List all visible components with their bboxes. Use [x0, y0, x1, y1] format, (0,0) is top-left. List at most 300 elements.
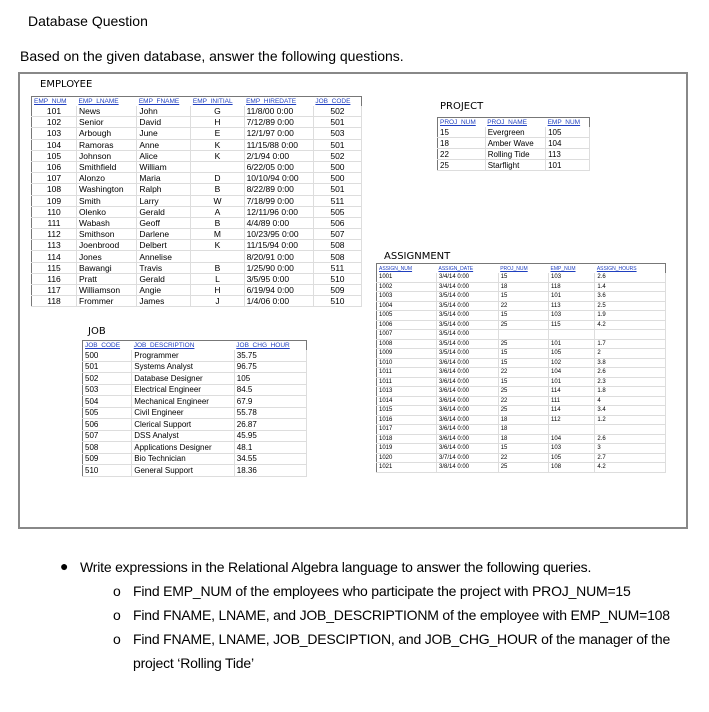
table-cell: 7/18/99 0:00: [244, 195, 313, 206]
table-cell: 114: [32, 251, 77, 262]
column-header: JOB_DESCRIPTION: [133, 342, 195, 349]
table-cell: 116: [32, 273, 77, 284]
table-cell: Civil Engineer: [132, 407, 235, 419]
header-row: [83, 341, 307, 351]
table-cell: 8/22/89 0:00: [244, 184, 313, 195]
table-cell: [498, 330, 548, 340]
table-cell: Smithson: [77, 229, 137, 240]
table-cell: 15: [498, 444, 548, 454]
table-cell: 1001: [377, 273, 437, 282]
header-row: [377, 264, 666, 274]
table-cell: 507: [83, 430, 132, 442]
column-header: JOB_CODE: [315, 98, 351, 105]
table-cell: 105: [234, 373, 306, 385]
table-cell: 3.6: [595, 292, 666, 302]
table-cell: W: [191, 195, 244, 206]
table-cell: A: [191, 206, 244, 217]
table-cell: 1006: [377, 320, 437, 330]
table-cell: Amber Wave: [485, 138, 545, 149]
table-cell: James: [137, 296, 191, 307]
table-cell: 105: [549, 349, 595, 359]
table-cell: News: [77, 106, 137, 117]
table-cell: K: [191, 150, 244, 161]
table-cell: 109: [32, 195, 77, 206]
table-cell: 1.2: [595, 415, 666, 425]
column-header: EMP_INITIAL: [192, 98, 233, 105]
table-cell: 18: [438, 138, 486, 149]
table-cell: 111: [549, 396, 595, 406]
table-cell: 1002: [377, 282, 437, 292]
table-cell: [549, 425, 595, 435]
table-cell: 18: [498, 434, 548, 444]
table-cell: 3.4: [595, 406, 666, 416]
table-cell: 105: [549, 453, 595, 463]
table-cell: 104: [32, 139, 77, 150]
table-cell: 508: [83, 442, 132, 454]
table-row: [83, 442, 307, 454]
column-header: JOB_CHG_HOUR: [236, 342, 290, 349]
question-3: Find FNAME, LNAME, JOB_DESCIPTION, and JOB_CHG_HOUR of the manager of the project ‘Rolling Tide’: [133, 631, 671, 671]
table-cell: Clerical Support: [132, 419, 235, 431]
table-cell: Rolling Tide: [485, 149, 545, 160]
table-cell: 508: [313, 240, 361, 251]
table-cell: 15: [498, 377, 548, 387]
table-row: [83, 453, 307, 465]
table-row: [377, 349, 666, 359]
table-cell: 15: [438, 127, 486, 138]
table-cell: Applications Designer: [132, 442, 235, 454]
table-cell: David: [137, 117, 191, 128]
table-row: [32, 106, 362, 117]
table-cell: Database Designer: [132, 373, 235, 385]
table-cell: 101: [549, 292, 595, 302]
table-cell: 509: [313, 285, 361, 296]
table-cell: 1013: [377, 387, 437, 397]
table-row: [377, 358, 666, 368]
column-header: PROJ_NAME: [487, 119, 527, 126]
table-cell: [595, 330, 666, 340]
sub-bullet-icon: o: [113, 607, 121, 623]
table-cell: 18: [498, 282, 548, 292]
table-cell: 3/6/14 0:00: [436, 396, 498, 406]
table-cell: 15: [498, 311, 548, 321]
table-cell: 1021: [377, 463, 437, 473]
table-cell: H: [191, 285, 244, 296]
table-cell: Electrical Engineer: [132, 384, 235, 396]
table-cell: B: [191, 262, 244, 273]
table-cell: 502: [313, 106, 361, 117]
table-cell: 118: [32, 296, 77, 307]
table-cell: Evergreen: [485, 127, 545, 138]
table-cell: 509: [83, 453, 132, 465]
table-cell: 117: [32, 285, 77, 296]
table-row: [438, 138, 590, 149]
table-cell: 105: [32, 150, 77, 161]
table-cell: 112: [549, 415, 595, 425]
table-cell: 503: [313, 128, 361, 139]
table-cell: 3/5/14 0:00: [436, 301, 498, 311]
table-row: [377, 425, 666, 435]
table-cell: K: [191, 139, 244, 150]
table-cell: 3/5/14 0:00: [436, 339, 498, 349]
column-header: ASSIGN_HOURS: [596, 265, 637, 272]
table-cell: 15: [498, 349, 548, 359]
table-row: [377, 453, 666, 463]
table-cell: H: [191, 117, 244, 128]
table-cell: Alice: [137, 150, 191, 161]
table-cell: 506: [313, 217, 361, 228]
table-cell: Darlene: [137, 229, 191, 240]
table-row: [32, 195, 362, 206]
table-cell: E: [191, 128, 244, 139]
table-cell: 1011: [377, 368, 437, 378]
table-cell: 510: [83, 465, 132, 477]
table-cell: Anne: [137, 139, 191, 150]
column-header: EMP_NUM: [550, 265, 576, 272]
table-cell: 22: [438, 149, 486, 160]
header-row: [32, 97, 362, 107]
table-cell: 506: [83, 419, 132, 431]
question-main: Write expressions in the Relational Algebra language to answer the following queries.: [80, 559, 592, 575]
table-cell: 113: [32, 240, 77, 251]
table-cell: 510: [313, 296, 361, 307]
table-cell: John: [137, 106, 191, 117]
table-row: [377, 387, 666, 397]
table-cell: 1010: [377, 358, 437, 368]
table-cell: Wabash: [77, 217, 137, 228]
assignment-title: ASSIGNMENT: [384, 251, 451, 262]
table-cell: 22: [498, 396, 548, 406]
table-row: [377, 406, 666, 416]
table-cell: 3/8/14 0:00: [436, 463, 498, 473]
table-cell: 1/25/90 0:00: [244, 262, 313, 273]
table-row: [83, 465, 307, 477]
table-cell: 22: [498, 301, 548, 311]
table-cell: 102: [549, 358, 595, 368]
table-cell: Ramoras: [77, 139, 137, 150]
job-title: JOB: [88, 326, 106, 337]
table-cell: 3/5/14 0:00: [436, 292, 498, 302]
page-title: Database Question: [28, 13, 148, 29]
table-cell: 104: [546, 138, 590, 149]
project-table: [437, 117, 590, 171]
table-cell: 115: [32, 262, 77, 273]
table-cell: [549, 330, 595, 340]
table-cell: 101: [546, 160, 590, 171]
table-cell: 107: [32, 173, 77, 184]
table-cell: 2: [595, 349, 666, 359]
table-cell: 2.6: [595, 434, 666, 444]
table-cell: 103: [549, 444, 595, 454]
table-cell: M: [191, 229, 244, 240]
table-cell: 3/4/14 0:00: [436, 273, 498, 282]
table-row: [377, 320, 666, 330]
table-cell: 103: [549, 273, 595, 282]
table-cell: General Support: [132, 465, 235, 477]
table-cell: 2.7: [595, 453, 666, 463]
table-cell: 25: [498, 320, 548, 330]
table-row: [32, 296, 362, 307]
column-header: EMP_NUM: [547, 119, 581, 126]
table-cell: 501: [313, 184, 361, 195]
table-row: [377, 396, 666, 406]
assignment-table: [376, 263, 666, 473]
table-cell: Bio Technician: [132, 453, 235, 465]
table-cell: 8/20/91 0:00: [244, 251, 313, 262]
table-cell: 508: [313, 251, 361, 262]
table-cell: Pratt: [77, 273, 137, 284]
job-table: [82, 340, 307, 477]
table-row: [377, 368, 666, 378]
table-cell: Washington: [77, 184, 137, 195]
table-cell: 3/6/14 0:00: [436, 377, 498, 387]
table-cell: 1020: [377, 453, 437, 463]
table-row: [377, 377, 666, 387]
table-row: [83, 419, 307, 431]
table-cell: [595, 425, 666, 435]
table-cell: 501: [313, 139, 361, 150]
table-row: [377, 273, 666, 282]
table-cell: 505: [83, 407, 132, 419]
table-cell: 2/1/94 0:00: [244, 150, 313, 161]
table-cell: 3/6/14 0:00: [436, 434, 498, 444]
table-cell: 103: [549, 311, 595, 321]
table-cell: 114: [549, 406, 595, 416]
table-cell: 501: [83, 361, 132, 373]
table-cell: 118: [549, 282, 595, 292]
table-cell: 106: [32, 161, 77, 172]
table-cell: Travis: [137, 262, 191, 273]
table-row: [32, 273, 362, 284]
table-cell: 113: [546, 149, 590, 160]
table-cell: 6/22/05 0:00: [244, 161, 313, 172]
table-row: [32, 150, 362, 161]
table-cell: 7/12/89 0:00: [244, 117, 313, 128]
table-cell: 11/15/88 0:00: [244, 139, 313, 150]
column-header: EMP_FNAME: [138, 98, 180, 105]
table-cell: Geoff: [137, 217, 191, 228]
table-row: [32, 139, 362, 150]
column-header: EMP_LNAME: [78, 98, 119, 105]
table-cell: 3/5/95 0:00: [244, 273, 313, 284]
table-cell: Smithfield: [77, 161, 137, 172]
table-cell: 507: [313, 229, 361, 240]
table-cell: 1.4: [595, 282, 666, 292]
table-cell: 1008: [377, 339, 437, 349]
table-row: [83, 407, 307, 419]
project-title: PROJECT: [440, 101, 484, 112]
table-row: [377, 444, 666, 454]
table-cell: 26.87: [234, 419, 306, 431]
table-cell: 3/7/14 0:00: [436, 453, 498, 463]
table-cell: K: [191, 240, 244, 251]
table-cell: 3/4/14 0:00: [436, 282, 498, 292]
table-cell: L: [191, 273, 244, 284]
table-cell: 101: [549, 377, 595, 387]
table-cell: Programmer: [132, 350, 235, 361]
table-cell: 10/23/95 0:00: [244, 229, 313, 240]
table-row: [377, 330, 666, 340]
table-cell: 1011: [377, 377, 437, 387]
table-cell: Maria: [137, 173, 191, 184]
intro-text: Based on the given database, answer the following questions.: [20, 48, 404, 64]
table-cell: Starflight: [485, 160, 545, 171]
table-row: [83, 350, 307, 361]
table-row: [32, 262, 362, 273]
table-row: [32, 206, 362, 217]
table-cell: 114: [549, 387, 595, 397]
table-cell: 4: [595, 396, 666, 406]
header-row: [438, 118, 590, 128]
table-row: [32, 229, 362, 240]
table-cell: 1017: [377, 425, 437, 435]
table-row: [377, 339, 666, 349]
table-cell: 96.75: [234, 361, 306, 373]
table-cell: 6/19/94 0:00: [244, 285, 313, 296]
sub-bullet-icon: o: [113, 631, 121, 647]
table-cell: Frommer: [77, 296, 137, 307]
table-row: [32, 117, 362, 128]
table-cell: 115: [549, 320, 595, 330]
table-cell: 503: [83, 384, 132, 396]
table-cell: Ralph: [137, 184, 191, 195]
table-row: [83, 384, 307, 396]
table-row: [83, 430, 307, 442]
table-cell: William: [137, 161, 191, 172]
table-row: [32, 128, 362, 139]
table-cell: 1004: [377, 301, 437, 311]
table-cell: Gerald: [137, 273, 191, 284]
table-cell: 18.36: [234, 465, 306, 477]
table-cell: G: [191, 106, 244, 117]
table-row: [377, 301, 666, 311]
table-cell: 45.95: [234, 430, 306, 442]
table-cell: 510: [313, 273, 361, 284]
table-cell: Olenko: [77, 206, 137, 217]
column-header: PROJ_NUM: [500, 265, 528, 272]
table-cell: Senior: [77, 117, 137, 128]
table-row: [377, 434, 666, 444]
table-cell: 11/15/94 0:00: [244, 240, 313, 251]
table-row: [377, 311, 666, 321]
table-row: [83, 373, 307, 385]
table-cell: 502: [83, 373, 132, 385]
table-cell: 505: [313, 206, 361, 217]
table-cell: 511: [313, 262, 361, 273]
table-cell: 1.9: [595, 311, 666, 321]
table-cell: Joenbrood: [77, 240, 137, 251]
table-cell: 4.2: [595, 463, 666, 473]
table-cell: 3/6/14 0:00: [436, 415, 498, 425]
table-cell: 108: [32, 184, 77, 195]
table-cell: 25: [498, 339, 548, 349]
table-cell: Smith: [77, 195, 137, 206]
table-row: [377, 463, 666, 473]
table-row: [32, 173, 362, 184]
table-cell: 3/6/14 0:00: [436, 368, 498, 378]
table-cell: 105: [546, 127, 590, 138]
table-cell: 2.6: [595, 368, 666, 378]
table-cell: Bawangi: [77, 262, 137, 273]
table-cell: Angie: [137, 285, 191, 296]
table-cell: 1019: [377, 444, 437, 454]
table-cell: 3: [595, 444, 666, 454]
table-cell: 22: [498, 368, 548, 378]
table-cell: 3.8: [595, 358, 666, 368]
table-cell: Jones: [77, 251, 137, 262]
table-cell: D: [191, 173, 244, 184]
table-cell: 500: [313, 161, 361, 172]
table-cell: 11/8/00 0:00: [244, 106, 313, 117]
table-cell: B: [191, 184, 244, 195]
table-cell: 3/5/14 0:00: [436, 320, 498, 330]
table-row: [32, 184, 362, 195]
table-row: [32, 251, 362, 262]
table-cell: 48.1: [234, 442, 306, 454]
table-cell: 502: [313, 150, 361, 161]
table-cell: 111: [32, 217, 77, 228]
table-cell: 67.9: [234, 396, 306, 408]
table-cell: Annelise: [137, 251, 191, 262]
table-cell: 1015: [377, 406, 437, 416]
column-header: PROJ_NUM: [440, 119, 476, 126]
table-cell: Alonzo: [77, 173, 137, 184]
table-cell: 3/6/14 0:00: [436, 358, 498, 368]
table-cell: 500: [83, 350, 132, 361]
table-row: [377, 415, 666, 425]
table-cell: 3/5/14 0:00: [436, 311, 498, 321]
question-1: Find EMP_NUM of the employees who participate the project with PROJ_NUM=15: [133, 583, 631, 599]
table-row: [438, 127, 590, 138]
table-cell: Gerald: [137, 206, 191, 217]
table-cell: 2.5: [595, 301, 666, 311]
table-cell: 504: [83, 396, 132, 408]
table-cell: 3/5/14 0:00: [436, 349, 498, 359]
table-cell: 4.2: [595, 320, 666, 330]
column-header: EMP_HIREDATE: [246, 98, 297, 105]
table-cell: 55.78: [234, 407, 306, 419]
table-cell: 1.7: [595, 339, 666, 349]
table-cell: June: [137, 128, 191, 139]
table-cell: [191, 251, 244, 262]
table-cell: 2.6: [595, 273, 666, 282]
employee-title: EMPLOYEE: [40, 79, 93, 90]
table-cell: 25: [498, 387, 548, 397]
table-cell: 1007: [377, 330, 437, 340]
table-row: [83, 396, 307, 408]
table-row: [32, 285, 362, 296]
table-cell: 25: [498, 463, 548, 473]
table-row: [377, 282, 666, 292]
table-cell: 500: [313, 173, 361, 184]
table-cell: 15: [498, 358, 548, 368]
table-cell: 18: [498, 415, 548, 425]
table-cell: Mechanical Engineer: [132, 396, 235, 408]
table-cell: Johnson: [77, 150, 137, 161]
table-row: [438, 160, 590, 171]
table-row: [438, 149, 590, 160]
bullet-icon: ●: [60, 558, 69, 574]
table-cell: 15: [498, 273, 548, 282]
table-cell: 25: [438, 160, 486, 171]
table-row: [83, 361, 307, 373]
table-row: [32, 217, 362, 228]
table-cell: 113: [549, 301, 595, 311]
column-header: EMP_NUM: [34, 98, 67, 105]
table-cell: 2.3: [595, 377, 666, 387]
table-cell: 3/6/14 0:00: [436, 444, 498, 454]
table-cell: 3/6/14 0:00: [436, 387, 498, 397]
